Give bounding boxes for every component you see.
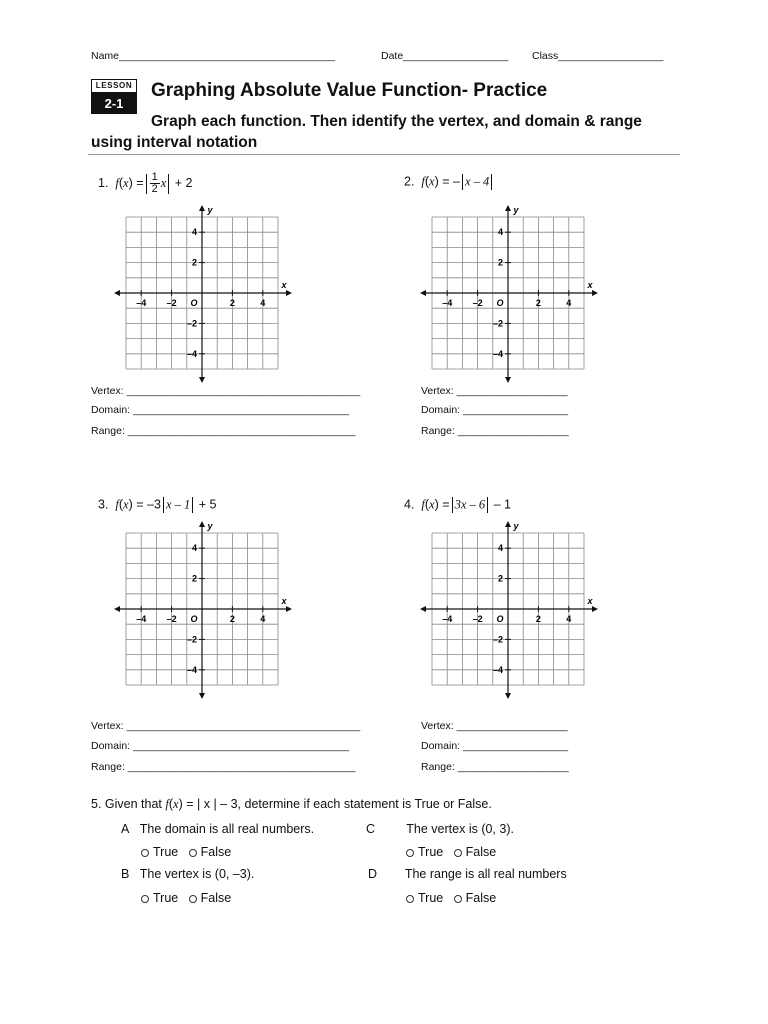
statement-a-true-option[interactable]: True: [141, 845, 178, 859]
y-axis-up-arrow-icon: [199, 205, 205, 211]
x-tick-label: 2: [229, 614, 235, 624]
x-axis-left-arrow-icon: [114, 290, 120, 296]
y-axis-label: y: [513, 521, 519, 531]
x-axis-label: x: [281, 596, 287, 606]
graph-1-coordinate-grid[interactable]: [112, 203, 296, 385]
statement-b: B The vertex is (0, –3).: [121, 867, 255, 881]
statement-b-false-option[interactable]: False: [189, 891, 232, 905]
date-field[interactable]: Date__________________: [381, 50, 509, 62]
x-tick-label: 2: [229, 298, 235, 308]
statement-b-true-option[interactable]: True: [141, 891, 178, 905]
radio-icon[interactable]: [141, 895, 149, 903]
y-tick-label: 4: [191, 543, 197, 554]
x-axis-label: x: [281, 280, 287, 290]
x-tick-label: –4: [136, 614, 147, 624]
x-tick-label: 4: [260, 298, 266, 308]
problem-3-domain-answer[interactable]: Domain: _____________________________________: [91, 740, 350, 752]
origin-label: O: [496, 298, 504, 308]
lesson-label: LESSON: [91, 79, 137, 93]
question-5-prompt: 5. Given that f(x) = | x | – 3, determine if each statement is True or False.: [91, 797, 492, 811]
statement-c-options: [406, 845, 496, 859]
y-tick-label: –2: [492, 318, 503, 329]
origin-label: O: [190, 614, 198, 624]
x-tick-label: –2: [472, 298, 483, 308]
x-axis-right-arrow-icon: [592, 290, 598, 296]
graph-2-coordinate-grid[interactable]: [418, 203, 602, 385]
x-axis-label: x: [587, 596, 593, 606]
y-axis-up-arrow-icon: [505, 205, 511, 211]
statement-d-false-option[interactable]: False: [454, 891, 497, 905]
y-tick-label: –2: [492, 634, 503, 645]
radio-icon[interactable]: [454, 895, 462, 903]
class-field[interactable]: Class__________________: [532, 50, 664, 62]
header-divider: [88, 154, 680, 155]
lesson-badge: [91, 79, 137, 114]
problem-4-equation: 4. f(x) = 3x – 6 – 1: [404, 497, 511, 512]
name-field[interactable]: Name_____________________________________: [91, 50, 336, 62]
problem-4-range-answer[interactable]: Range: ___________________: [421, 761, 569, 773]
x-tick-label: –2: [166, 298, 177, 308]
x-axis-right-arrow-icon: [286, 606, 292, 612]
y-tick-label: 2: [497, 573, 503, 584]
statement-a: A The domain is all real numbers.: [121, 822, 315, 836]
y-tick-label: –4: [186, 348, 197, 359]
statement-c-true-option[interactable]: True: [406, 845, 443, 859]
problem-4-domain-answer[interactable]: Domain: __________________: [421, 740, 569, 752]
y-tick-label: 4: [191, 227, 197, 238]
statement-d: D The range is all real numbers: [368, 867, 567, 881]
x-tick-label: 4: [566, 298, 572, 308]
y-tick-label: –4: [492, 348, 503, 359]
problem-1-vertex-answer[interactable]: Vertex: ________________________________________: [91, 385, 361, 397]
y-axis-label: y: [207, 521, 213, 531]
problem-2-domain-answer[interactable]: Domain: __________________: [421, 404, 569, 416]
x-axis-right-arrow-icon: [592, 606, 598, 612]
y-tick-label: 2: [191, 573, 197, 584]
x-tick-label: –4: [442, 614, 453, 624]
x-tick-label: –4: [136, 298, 147, 308]
problem-1-domain-answer[interactable]: Domain: _____________________________________: [91, 404, 350, 416]
y-tick-label: –4: [492, 664, 503, 675]
y-axis-down-arrow-icon: [199, 377, 205, 383]
radio-icon[interactable]: [189, 895, 197, 903]
statement-a-options: [141, 845, 231, 859]
x-axis-label: x: [587, 280, 593, 290]
statement-c: C The vertex is (0, 3).: [366, 822, 514, 836]
x-tick-label: 4: [260, 614, 266, 624]
statement-b-options: [141, 891, 231, 905]
y-tick-label: 4: [497, 543, 503, 554]
statement-d-options: [406, 891, 496, 905]
statement-a-false-option[interactable]: False: [189, 845, 232, 859]
problem-4-vertex-answer[interactable]: Vertex: ___________________: [421, 720, 568, 732]
x-tick-label: –4: [442, 298, 453, 308]
x-axis-left-arrow-icon: [114, 606, 120, 612]
y-axis-label: y: [207, 205, 213, 215]
x-axis-right-arrow-icon: [286, 290, 292, 296]
problem-3-equation: 3. f(x) = –3 x – 1 + 5: [98, 497, 217, 512]
x-axis-left-arrow-icon: [420, 606, 426, 612]
lesson-number: 2-1: [91, 93, 137, 114]
y-axis-up-arrow-icon: [505, 521, 511, 527]
y-axis-down-arrow-icon: [505, 377, 511, 383]
origin-label: O: [190, 298, 198, 308]
y-axis-label: y: [513, 205, 519, 215]
page-title: Graphing Absolute Value Function- Practice: [151, 80, 548, 101]
y-axis-down-arrow-icon: [505, 693, 511, 699]
problem-2-range-answer[interactable]: Range: ___________________: [421, 425, 569, 437]
problem-2-vertex-answer[interactable]: Vertex: ___________________: [421, 385, 568, 397]
statement-c-false-option[interactable]: False: [454, 845, 497, 859]
radio-icon[interactable]: [406, 895, 414, 903]
problem-3-range-answer[interactable]: Range: _______________________________________: [91, 761, 356, 773]
x-tick-label: 4: [566, 614, 572, 624]
radio-icon[interactable]: [406, 849, 414, 857]
x-tick-label: 2: [535, 614, 541, 624]
problem-2-equation: 2. f(x) = – x – 4: [404, 174, 494, 190]
y-tick-label: –2: [186, 634, 197, 645]
y-tick-label: 2: [497, 257, 503, 268]
x-axis-left-arrow-icon: [420, 290, 426, 296]
radio-icon[interactable]: [141, 849, 149, 857]
y-tick-label: 4: [497, 227, 503, 238]
x-tick-label: –2: [472, 614, 483, 624]
origin-label: O: [496, 614, 504, 624]
radio-icon[interactable]: [454, 849, 462, 857]
y-tick-label: –2: [186, 318, 197, 329]
y-tick-label: 2: [191, 257, 197, 268]
y-axis-down-arrow-icon: [199, 693, 205, 699]
statement-d-true-option[interactable]: True: [406, 891, 443, 905]
radio-icon[interactable]: [189, 849, 197, 857]
problem-1-range-answer[interactable]: Range: _______________________________________: [91, 425, 356, 437]
y-tick-label: –4: [186, 664, 197, 675]
problem-3-vertex-answer[interactable]: Vertex: ________________________________________: [91, 720, 361, 732]
x-tick-label: –2: [166, 614, 177, 624]
instructions: Graph each function. Then identify the vertex, and domain & range using interval notation: [91, 113, 642, 151]
graph-3-coordinate-grid[interactable]: [112, 519, 296, 701]
y-axis-up-arrow-icon: [199, 521, 205, 527]
x-tick-label: 2: [535, 298, 541, 308]
problem-1-equation: 1. f(x) = $\frac{1}{2}$ x + 2: [98, 171, 193, 195]
graph-4-coordinate-grid[interactable]: [418, 519, 602, 701]
